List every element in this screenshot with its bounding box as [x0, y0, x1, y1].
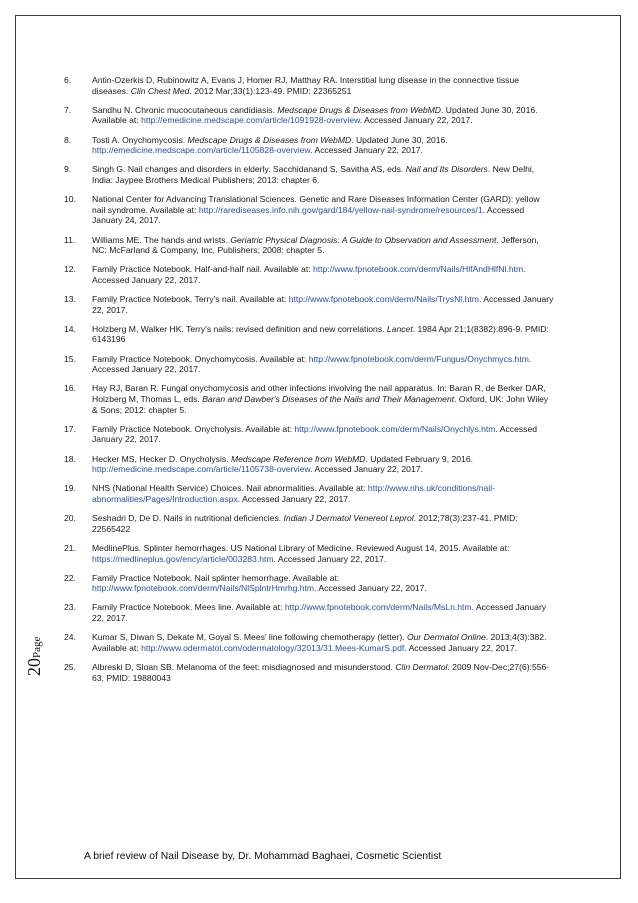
reference-item [64, 424, 554, 445]
reference-link[interactable]: http://www.fpnotebook.com/derm/Nails/NlSplntrHmrhg.htm [92, 583, 315, 594]
reference-source-title: Medscape Drugs & Diseases from WebMD [277, 104, 442, 115]
reference-item [64, 264, 554, 285]
reference-number: 17. [64, 423, 76, 434]
reference-link[interactable]: http://emedicine.medscape.com/article/1105828-overview [92, 145, 311, 156]
reference-text: Family Practice Notebook. Onycholysis. Available at: [92, 423, 295, 434]
reference-text: Williams ME. The hands and wrists. [92, 234, 231, 245]
reference-item [64, 294, 554, 315]
reference-item [64, 543, 554, 564]
reference-source-title: Clin Dermatol [395, 662, 448, 673]
reference-number: 16. [64, 383, 76, 394]
reference-source-title: Nail and Its Disorders [405, 164, 488, 175]
reference-text: . 1984 Apr 21;1(8382):896-9. PMID: 6143196 [92, 323, 549, 345]
reference-link[interactable]: http://emedicine.medscape.com/article/1091928-overview [141, 115, 360, 126]
reference-source-title: Baran and Dawber's Diseases of the Nails and Their Management [202, 394, 455, 404]
reference-source-title: Indian J Dermatol Venereol Leprol [283, 513, 414, 524]
reference-text: . 2013;4(3):382. Available at: [92, 632, 547, 653]
reference-number: 15. [64, 353, 76, 364]
reference-text: Singh G. Nail changes and disorders in elderly. Sacchidanand S, Savitha AS, eds. [92, 164, 406, 175]
reference-text: . Accessed January 22, 2017. [92, 353, 532, 375]
reference-number: 7. [64, 104, 72, 115]
reference-text: NHS (National Health Service) Choices. Nail abnormalities. Available at: [92, 483, 368, 494]
reference-text: . Updated February 9, 2016. [365, 453, 473, 464]
reference-item [64, 602, 554, 623]
reference-text: . Updated June 30, 2016. Available at: [92, 104, 538, 126]
reference-number: 13. [64, 294, 76, 305]
reference-text: . 2012 Mar;33(1):123-49. PMID: 22365251 [189, 85, 352, 96]
reference-source-title: Medscape Drugs & Diseases from WebMD [187, 134, 352, 145]
reference-number: 22. [64, 572, 76, 583]
reference-text: Family Practice Notebook. Nail splinter hemorrhage. Available at: [92, 572, 340, 583]
reference-text: . Accessed January 22, 2017. [404, 642, 518, 653]
reference-text: Family Practice Notebook. Mees line. Available at: [92, 602, 285, 613]
reference-item [64, 632, 554, 653]
reference-item [64, 235, 554, 256]
reference-number: 12. [64, 264, 76, 275]
reference-number: 25. [64, 662, 76, 673]
reference-text: . Accessed January 22, 2017. [273, 553, 387, 564]
reference-text: Kumar S, Diwan S, Dekate M, Goyal S. Mees' line following chemotherapy (letter). [92, 632, 407, 643]
reference-text: . New Delhi, India: Jaypee Brothers Medical Publishers; 2013: chapter 6. [92, 164, 535, 185]
reference-link[interactable]: http://www.fpnotebook.com/derm/Nails/HlfAndHlfNl.htm [313, 264, 524, 275]
reference-text: . Accessed January 24, 2017. [92, 204, 525, 226]
reference-text: Holzberg M, Walker HK. Terry's nails: revised definition and new correlations. [92, 323, 387, 334]
reference-number: 9. [64, 164, 72, 175]
reference-number: 6. [64, 75, 72, 85]
reference-item [64, 135, 554, 156]
reference-text: . Updated June 30, 2016. [351, 134, 448, 145]
reference-item [64, 164, 554, 185]
page-number-label: Page [31, 636, 43, 658]
reference-item [64, 105, 554, 126]
reference-item [64, 75, 554, 96]
reference-item [64, 383, 554, 415]
reference-number: 20. [64, 513, 76, 524]
reference-text: Family Practice Notebook. Terry's nail. Available at: [92, 294, 289, 305]
reference-item [64, 194, 554, 226]
reference-link[interactable]: http://www.fpnotebook.com/derm/Nails/Onychlys.htm [294, 423, 496, 434]
reference-text: Hecker MS, Hecker D. Onycholysis. [92, 453, 231, 464]
page-number-value: 20 [24, 658, 44, 676]
reference-number: 19. [64, 483, 76, 494]
reference-text: Family Practice Notebook. Onychomycosis. Available at: [92, 353, 309, 364]
reference-link[interactable]: http://emedicine.medscape.com/article/1105738-overview [92, 464, 311, 475]
reference-text: National Center for Advancing Translational Sciences. Genetic and Rare Diseases Information Center (GARD): yellow nail syndrome. Available at: [92, 194, 540, 215]
page-footer: A brief review of Nail Disease by, Dr. Mohammad Baghaei, Cosmetic Scientist [84, 851, 442, 862]
reference-link[interactable]: http://www.odermatol.com/odermatology/32013/31.Mees-KumarS.pdf [141, 642, 405, 653]
reference-item [64, 662, 554, 683]
reference-link[interactable]: http://www.fpnotebook.com/derm/Nails/MsLn.htm [284, 602, 472, 613]
reference-text: . Accessed January 22, 2017. [310, 145, 423, 156]
reference-text: Tosti A. Onychomycosis. [92, 134, 188, 145]
reference-number: 24. [64, 632, 76, 643]
reference-number: 14. [64, 323, 76, 334]
reference-number: 10. [64, 194, 76, 205]
reference-text: . Accessed January 22, 2017. [92, 423, 538, 445]
reference-text: . Accessed January 22, 2017. [237, 493, 351, 504]
reference-text: Hay RJ, Baran R. Fungal onychomycosis and other infections involving the nail apparatus. In: Baran R, de Berker DAR, Holzberg M, Thomas L, eds. [92, 383, 546, 404]
reference-text: Sandhu N. Chronic mucocutaneous candidiasis. [92, 104, 278, 115]
reference-list [64, 75, 554, 692]
reference-text: Antin-Ozerkis D, Rubinowitz A, Evans J, Homer RJ, Matthay RA. Interstitial lung disease in the connective tissue diseases. [92, 75, 520, 96]
reference-text: MedlinePlus. Splinter hemorrhages. US National Library of Medicine. Reviewed August 14, 2015. Available at: [92, 542, 510, 553]
reference-text: . Accessed January 22, 2017. [359, 115, 473, 126]
reference-link[interactable]: http://www.nhs.uk/conditions/nail-abnormalities/Pages/Introduction.aspx [92, 483, 495, 504]
reference-item [64, 354, 554, 375]
reference-text: . 2012;78(3):237-41. PMID: 22565422 [92, 513, 518, 534]
reference-source-title: Our Dermatol Online [406, 632, 486, 643]
reference-text: Family Practice Notebook. Half-and-half nail. Available at: [92, 264, 313, 275]
reference-item [64, 513, 554, 534]
reference-text: . Accessed January 22, 2017. [310, 464, 423, 475]
reference-text: . 2009 Nov-Dec;27(6):556-63. PMID: 19880043 [92, 662, 550, 683]
reference-number: 11. [64, 234, 76, 245]
reference-number: 21. [64, 542, 76, 553]
reference-number: 23. [64, 602, 76, 613]
reference-link[interactable]: https://medlineplus.gov/ency/article/003283.htm [92, 553, 274, 564]
reference-text: Seshadri D, De D. Nails in nutritional deficiencies. [92, 513, 284, 524]
reference-text: . Accessed January 22, 2017. [314, 583, 427, 594]
reference-source-title: Medscape Reference from WebMD [230, 453, 366, 464]
reference-item [64, 454, 554, 475]
reference-link[interactable]: http://rarediseases.info.nih.gov/gard/184/yellow-nail-syndrome/resources/1 [198, 204, 483, 215]
reference-link[interactable]: http://www.fpnotebook.com/derm/Fungus/Onychmycs.htm [308, 353, 529, 364]
reference-source-title: Lancet [386, 323, 413, 334]
page-number [24, 637, 45, 676]
reference-item [64, 483, 554, 504]
reference-text: . Jefferson, NC: McFarland & Company, Inc, Publishers; 2008: chapter 5. [92, 234, 539, 256]
reference-item [64, 573, 554, 594]
reference-number: 18. [64, 453, 76, 464]
reference-text: . Accessed January 22, 2017. [92, 264, 526, 285]
reference-item [64, 324, 554, 345]
reference-text: . Accessed January 22, 2017. [92, 602, 547, 624]
reference-text: . Oxford, UK: John Wiley & Sons; 2012: chapter 5. [92, 394, 549, 415]
reference-text: . Accessed January 22, 2017. [92, 294, 554, 315]
reference-link[interactable]: http://www.fpnotebook.com/derm/Nails/TrysNl.htm [288, 294, 479, 305]
reference-source-title: Clin Chest Med [130, 85, 190, 96]
reference-source-title: Geriatric Physical Diagnosis: A Guide to Observation and Assessment [230, 234, 497, 245]
reference-text: Albreski D, Sloan SB. Melanoma of the feet: misdiagnosed and misunderstood. [92, 662, 396, 673]
reference-number: 8. [64, 134, 72, 145]
